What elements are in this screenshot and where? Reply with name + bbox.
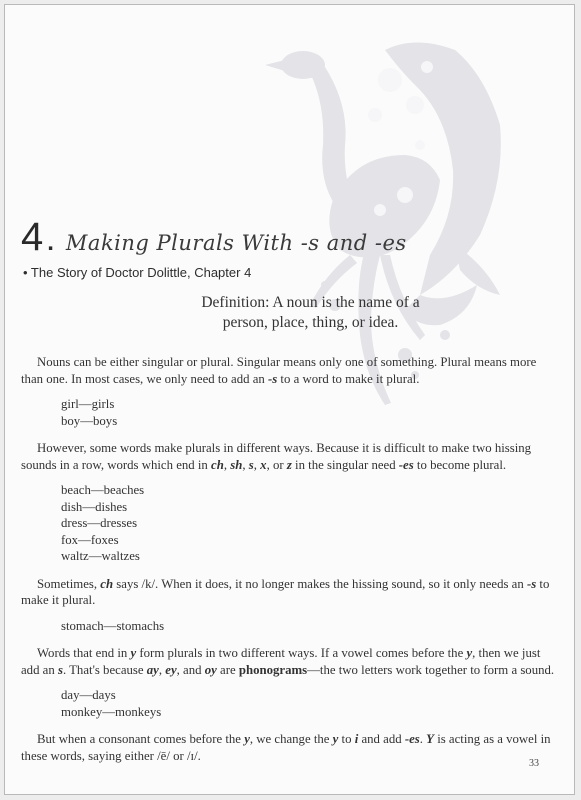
- text: —the two letters work together to form a sound.: [307, 662, 555, 677]
- emphasis: i: [354, 732, 359, 746]
- emphasis: s: [248, 457, 254, 472]
- text: in the singular need: [291, 457, 399, 472]
- text: says /k/. When it does, it no longer makes the hissing sound, so it only needs an: [113, 576, 527, 591]
- emphasis: s: [57, 662, 63, 677]
- example-list-4: [61, 687, 557, 720]
- emphasis: y: [244, 732, 250, 746]
- book-page: [4, 4, 575, 795]
- emphasis: y: [130, 646, 137, 660]
- paragraph-singular-plural: [21, 354, 557, 387]
- chapter-title: Making Plurals With -s and -es: [65, 231, 407, 255]
- example-item: dress—dresses: [61, 516, 138, 530]
- emphasis: ch: [100, 576, 114, 591]
- example-list-2: [61, 482, 557, 565]
- example-item: boy—boys: [61, 413, 118, 428]
- definition-box: [45, 293, 575, 333]
- paragraph-consonant-y: [21, 731, 557, 764]
- example-item: girl—girls: [61, 397, 115, 411]
- emphasis: -s: [267, 371, 278, 386]
- story-reference: • The Story of Doctor Dolittle, Chapter 4: [23, 265, 252, 280]
- definition-line-1: Definition: A noun is the name of a: [201, 294, 420, 311]
- text: to: [338, 732, 355, 746]
- text: However, some words make plurals in different ways. Because it is difficult to make two hissing sounds in a row, words which end in: [21, 441, 532, 472]
- emphasis: oy: [204, 662, 217, 677]
- page-number: 33: [529, 758, 539, 769]
- example-item: waltz—waltzes: [61, 549, 140, 563]
- text: But when a consonant comes before the: [37, 732, 245, 746]
- emphasis: Y: [426, 732, 434, 746]
- text: and add: [358, 732, 405, 746]
- text: Nouns can be either singular or plural. Singular means only one of something. Plural means more than one. In most cases, we only need to add an: [21, 355, 537, 386]
- text: ,: [223, 457, 231, 472]
- text: Words that end in: [37, 646, 131, 660]
- chapter-number-dot: .: [47, 229, 54, 256]
- text: . That's because: [62, 662, 147, 677]
- example-item: dish—dishes: [61, 499, 128, 514]
- emphasis: z: [286, 457, 292, 472]
- definition-line-2: person, place, thing, or idea.: [222, 314, 399, 331]
- text: to a word to make it plural.: [277, 371, 420, 386]
- paragraph-ch-k-sound: [21, 576, 557, 609]
- text: to become plural.: [413, 457, 507, 472]
- example-item: fox—foxes: [61, 532, 119, 547]
- chapter-heading: [21, 217, 407, 257]
- example-item: day—days: [61, 688, 116, 702]
- text: are: [216, 662, 239, 677]
- emphasis: -es: [404, 732, 420, 746]
- text: ,: [158, 662, 166, 677]
- text: is acting as a vowel in these words, saying either /ē/ or /ɪ/.: [21, 732, 551, 763]
- text: , then we just add an: [21, 646, 541, 677]
- text: , we change the: [249, 732, 333, 746]
- emphasis: y: [466, 646, 473, 660]
- emphasis: -es: [398, 457, 414, 472]
- text: form plurals in two different ways. If a vowel comes before the: [136, 646, 467, 660]
- example-item: stomach—stomachs: [61, 618, 165, 633]
- emphasis: -s: [526, 576, 537, 591]
- text: , and: [176, 662, 205, 677]
- lesson-body: [21, 354, 557, 764]
- emphasis-phonograms: phonograms: [238, 662, 308, 677]
- emphasis: x: [260, 457, 267, 472]
- paragraph-words-ending-y: [21, 645, 557, 678]
- emphasis: ay: [146, 662, 159, 677]
- text: , or: [266, 457, 287, 472]
- paragraph-hissing-sounds: [21, 440, 557, 473]
- emphasis: y: [332, 732, 339, 746]
- text: Sometimes,: [37, 576, 101, 591]
- example-list-3: [61, 618, 557, 635]
- text: ,: [253, 457, 261, 472]
- emphasis: ey: [165, 662, 177, 677]
- emphasis: sh: [230, 457, 243, 472]
- text: .: [419, 732, 427, 746]
- text: ,: [242, 457, 249, 472]
- emphasis: ch: [211, 457, 224, 472]
- example-list-1: [61, 396, 557, 429]
- chapter-number: 4: [21, 215, 44, 259]
- example-item: beach—beaches: [61, 483, 145, 497]
- example-item: monkey—monkeys: [61, 704, 162, 719]
- text: to make it plural.: [21, 576, 550, 607]
